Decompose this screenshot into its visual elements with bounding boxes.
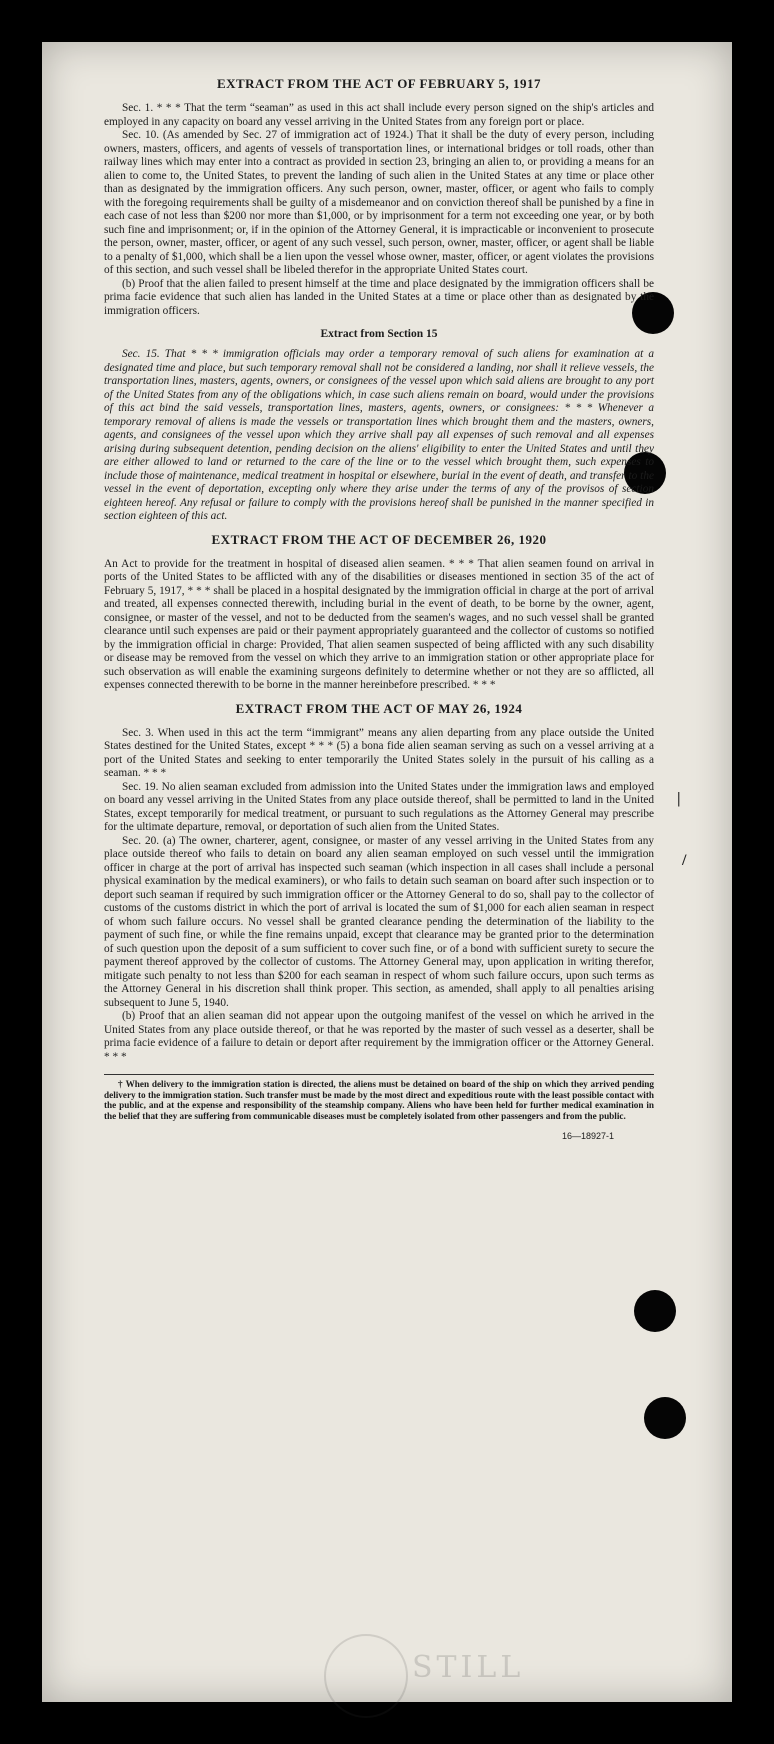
paragraph: (b) Proof that an alien seaman did not appear upon the outgoing manifest of the vessel on which he arrived in the United States from any place outside thereof, or that he was reported by the master of such vessel as a deserter, shall be prima facie evidence of a failure to detain or deport after requirement by the immigration officer or the Attorney General. * * * (104, 1010, 654, 1063)
section-title: EXTRACT FROM THE ACT OF FEBRUARY 5, 1917 (216, 76, 542, 91)
paragraph: Sec. 3. When used in this act the term “immigrant” means any alien departing from any place outside the United States destined for the United States, except * * * (5) a bona fide alien seaman serving as such on a vessel arriving at a port of the United States and seeking to enter temporarily the United States solely in the pursuit of his calling as a seaman. * * * (104, 726, 654, 779)
paragraph: Sec. 19. No alien seaman excluded from admission into the United States under the immigration laws and employed on board any vessel arriving in the United States from any place outside thereof, shall be permitted to land in the United States, except temporarily for medical treatment, or pursuant to such regulations as the Attorney General may prescribe for the ultimate departure, removal, or deportation of such alien from the United States. (104, 780, 654, 833)
section-title: EXTRACT FROM THE ACT OF DECEMBER 26, 1920 (211, 531, 547, 547)
paragraph: Sec. 20. (a) The owner, charterer, agent, consignee, or master of any vessel arriving in the United States from any place outside thereof who fails to detain on board any alien seaman employed on such vessel until the immigration officer in charge at the port of arrival has inspected such seaman (which inspection in all cases shall include a personal physical examination by the medical examiners), or who fails to detain such seaman on board after such inspection or to deport such seaman if required by such immigration officer or the Attorney General to do so, shall pay to the collector of customs of the customs district in which the port of arrival is located the sum of $1,000 for each alien seaman in respect of whom such failure occurs. No vessel shall be granted clearance pending the determination of the liability to the payment of such fine, or while the fine remains unpaid, except that clearance may be granted prior to the determination of such question upon the deposit of a sum sufficient to cover such fine, or of a bond with sufficient surety to secure the payment thereof approved by the collector of customs. The Attorney General may, upon application in writing therefor, mitigate such penalty to not less than $200 for each seaman in respect of whom such failure occurs, upon such terms as the Attorney General in his discretion shall think proper. This section, as amended, shall apply to all penalties arising subsequent to June 5, 1940. (104, 834, 654, 1009)
punch-hole (634, 1290, 676, 1332)
faded-stamp: STILL (412, 1650, 525, 1685)
margin-mark: | (677, 790, 681, 807)
section-act-1917 (104, 76, 654, 318)
paragraph: Sec. 1. * * * That the term “seaman” as used in this act shall include every person signed on the ship's articles and employed in any capacity on board any vessel arriving in the United States from any foreign port or place. (104, 102, 654, 128)
section-extract-15 (104, 328, 654, 524)
form-code: 16—18927-1 (561, 1131, 614, 1141)
section-subtitle: Extract from Section 15 (320, 328, 438, 340)
document-content (104, 68, 654, 1141)
punch-hole (644, 1397, 686, 1439)
section-act-1920 (104, 532, 654, 693)
paragraph: Sec. 10. (As amended by Sec. 27 of immigration act of 1924.) That it shall be the duty of every person, including owners, masters, officers, and agents of vessels of transportation lines, or international bridges or toll roads, other than railway lines which may enter into a contract as provided in section 23, bringing an alien to, or providing a means for an alien to come to, the United States, to prevent the landing of such alien in the United States at any time or place other than as designated by the immigration officers. Any such person, owner, master, officer, or agent who fails to comply with the foregoing requirements shall be guilty of a misdemeanor and on conviction thereof shall be punished by a fine in each case of not less than $200 nor more than $1,000, or by imprisonment for a term not exceeding one year, or by both such fine and imprisonment; or, if in the opinion of the Attorney General, it is impracticable or inconvenient to prosecute the person, owner, master, officer, or agent of any such vessel, such person, owner, master, officer, or agent shall be liable to a penalty of $1,000, which shall be a lien upon the vessel whose owner, master, officer, or agent violates the provisions of this section, and such vessel shall be libeled therefor in the appropriate United States court. (104, 129, 654, 276)
paragraph: An Act to provide for the treatment in hospital of diseased alien seamen. * * * That alien seamen found on arrival in ports of the United States to be afflicted with any of the disabilities or diseases mentioned in section 35 of the act of February 5, 1917, * * * shall be placed in a hospital designated by the immigration official in charge at the port of arrival and treated, all expenses connected therewith, including burial in the event of death, to be borne by the owner, agent, consignee, or master of the vessel, and not to be deducted from the seamen's wages, and no such vessel shall be granted clearance until such expenses are paid or their payment appropriately guaranteed and the collector of customs so notified by the immigration official in charge: Provided, That alien seamen suspected of being afflicted with any such disability or disease may be removed from the vessel on which they arrive to an immigration station or other appropriate place for such observation as will enable the examining surgeons definitely to determine whether or not they are so afflicted, all expenses connected therewith to be borne in the manner hereinbefore prescribed. * * * (104, 557, 654, 691)
margin-mark: / (682, 852, 687, 869)
paragraph: (b) Proof that the alien failed to present himself at the time and place designated by the immigration officers shall be prima facie evidence that such alien has landed in the United States at a time or place other than as designated by the immigration officers. (104, 277, 654, 317)
section-act-1924 (104, 701, 654, 1065)
circular-stamp (324, 1634, 408, 1718)
footnote-divider (104, 1074, 654, 1075)
paragraph: Sec. 15. That * * * immigration officials may order a temporary removal of such aliens for examination at a designated time and place, but such temporary removal shall not be considered a landing, nor shall it relieve vessels, the transportation lines, masters, agents, owners, or consignees of the vessel upon which said aliens are brought to any port of the United States from any of the obligations which, in case such aliens remain on board, would under the provisions of this act bind the said vessels, transportation lines, masters, agents, owners, or consignees: * * * Whenever a temporary removal of aliens is made the vessels or transportation lines which brought them and the masters, owners, agents, and consignees of the vessel upon which they arrive shall pay all expenses of such removal and all expenses arising during subsequent detention, pending decision on the aliens' eligibility to enter the United States and until they are either allowed to land or returned to the care of the line or to the vessel which brought them, such expenses to include those of maintenance, medical treatment in hospital or elsewhere, burial in the event of death, and transfer to the vessel in the event of deportation, excepting only where they arise under the terms of any of the provisos of section eighteen hereof. Any refusal or failure to comply with the provisions hereof shall be punished in the manner specified in section eighteen of this act. (104, 348, 654, 522)
section-title: EXTRACT FROM THE ACT OF MAY 26, 1924 (235, 700, 523, 716)
footnote: † When delivery to the immigration station is directed, the aliens must be detained on board of the ship on which they arrived pending delivery to the immigration station. Such transfer must be made by the most direct and expeditious route with the least possible contact with the public, and at the expense and responsibility of the steamship company. Aliens who have been held for further medical examination in the belief that they are suffering from communicable diseases must be completely isolated from other passengers and from the public. (104, 1079, 654, 1121)
